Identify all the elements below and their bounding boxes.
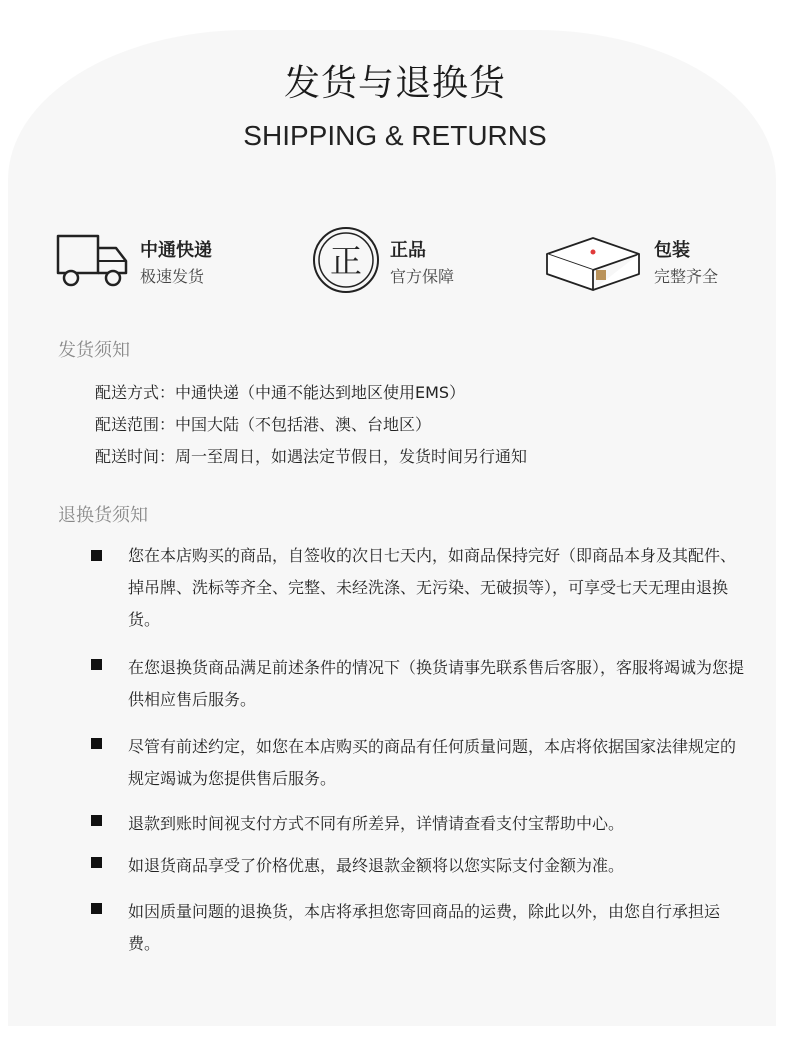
feature-authentic-subtitle: 官方保障 <box>390 267 455 286</box>
shipping-range: 配送范围：中国大陆（不包括港、澳、台地区） <box>95 415 432 434</box>
bullet-icon <box>91 857 102 868</box>
authentic-seal-icon <box>312 226 380 294</box>
seal-char: 正 <box>329 242 363 280</box>
returns-item-6: 如因质量问题的退换货，本店将承担您寄回商品的运费，除此以外，由您自行承担运费。 <box>128 902 721 953</box>
bullet-icon <box>91 815 102 826</box>
feature-authentic <box>312 226 492 290</box>
returns-item-4: 退款到账时间视支付方式不同有所差异，详情请查看支付宝帮助中心。 <box>128 814 625 833</box>
page-title: 发货与退换货 <box>283 63 506 104</box>
feature-package <box>545 234 745 298</box>
shipping-time: 配送时间：周一至周日，如遇法定节假日，发货时间另行通知 <box>95 447 528 466</box>
returns-item-3: 尽管有前述约定，如您在本店购买的商品有任何质量问题，本店将依据国家法律规定的规定竭诚为您提供售后服务。 <box>128 737 737 788</box>
page-subtitle: SHIPPING & RETURNS <box>243 120 547 151</box>
returns-item-1: 您在本店购买的商品，自签收的次日七天内，如商品保持完好（即商品本身及其配件、掉吊牌、洗标等齐全、完整、未经洗涤、无污染、无破损等），可享受七天无理由退换货。 <box>128 546 737 629</box>
feature-express-subtitle: 极速发货 <box>140 267 205 286</box>
bullet-icon <box>91 659 102 670</box>
feature-package-subtitle: 完整齐全 <box>654 267 719 286</box>
feature-authentic-title: 正品 <box>390 240 426 261</box>
shipping-method: 配送方式：中通快递（中通不能达到地区使用EMS） <box>95 383 466 402</box>
feature-express-title: 中通快递 <box>140 240 212 261</box>
shipping-section-title: 发货须知 <box>58 340 130 361</box>
returns-item-5: 如退货商品享受了价格优惠，最终退款金额将以您实际支付金额为准。 <box>128 856 625 875</box>
bullet-icon <box>91 738 102 749</box>
feature-express <box>56 228 236 292</box>
bullet-icon <box>91 903 102 914</box>
feature-package-title: 包装 <box>654 240 690 261</box>
truck-icon <box>56 228 128 290</box>
bullet-icon <box>91 550 102 561</box>
returns-section-title: 退换货须知 <box>58 505 148 526</box>
package-box-icon <box>545 234 641 294</box>
returns-item-2: 在您退换货商品满足前述条件的情况下（换货请事先联系售后客服），客服将竭诚为您提供相应售后服务。 <box>128 658 745 709</box>
